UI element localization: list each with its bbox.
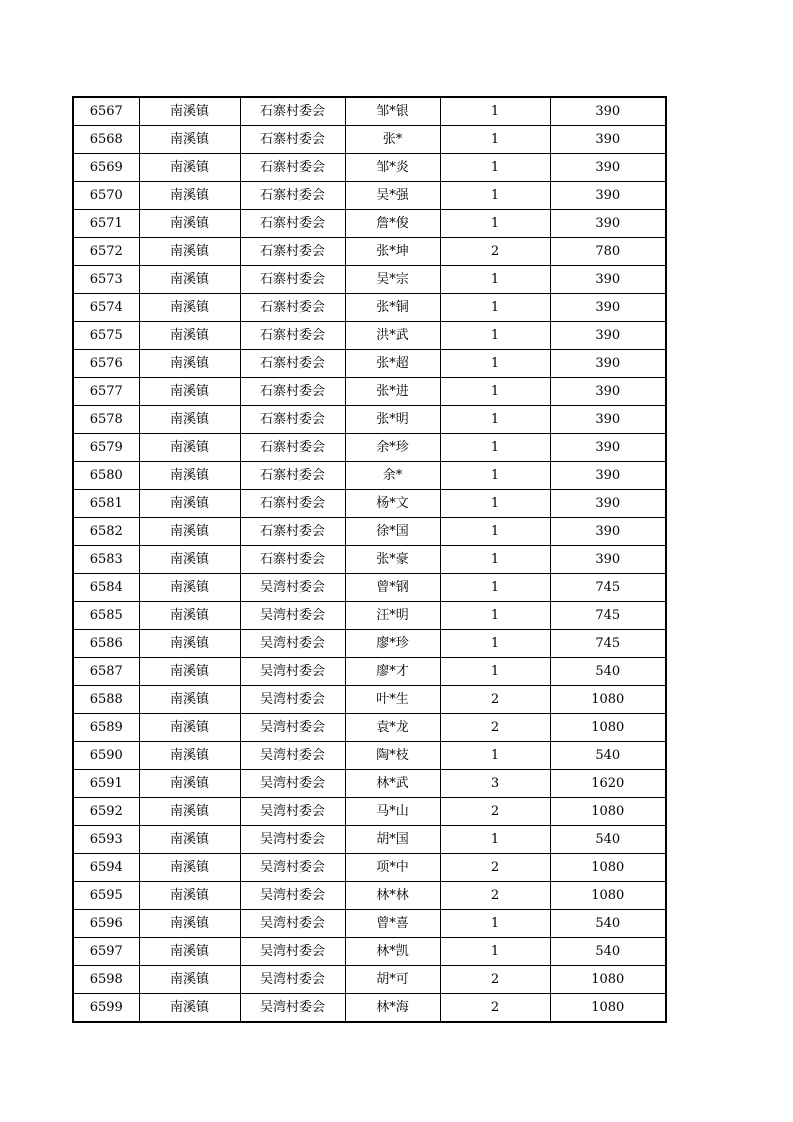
count-cell: 1: [440, 350, 550, 378]
table-row: [73, 434, 666, 462]
person-name-cell: 曾*钢: [345, 574, 440, 602]
table-row: [73, 938, 666, 966]
row-id-cell: 6582: [73, 518, 139, 546]
town-cell: 南溪镇: [139, 518, 240, 546]
amount-cell: 1620: [550, 770, 666, 798]
town-cell: 南溪镇: [139, 350, 240, 378]
amount-cell: 1080: [550, 798, 666, 826]
amount-cell: 1080: [550, 686, 666, 714]
count-cell: 1: [440, 462, 550, 490]
person-name-cell: 吴*强: [345, 182, 440, 210]
person-name-cell: 张*超: [345, 350, 440, 378]
amount-cell: 1080: [550, 994, 666, 1023]
count-cell: 2: [440, 714, 550, 742]
row-id-cell: 6592: [73, 798, 139, 826]
town-cell: 南溪镇: [139, 238, 240, 266]
row-id-cell: 6567: [73, 97, 139, 126]
person-name-cell: 徐*国: [345, 518, 440, 546]
person-name-cell: 廖*珍: [345, 630, 440, 658]
table-row: [73, 154, 666, 182]
count-cell: 1: [440, 630, 550, 658]
count-cell: 1: [440, 266, 550, 294]
amount-cell: 390: [550, 546, 666, 574]
count-cell: 1: [440, 210, 550, 238]
town-cell: 南溪镇: [139, 182, 240, 210]
count-cell: 2: [440, 238, 550, 266]
amount-cell: 1080: [550, 714, 666, 742]
person-name-cell: 林*海: [345, 994, 440, 1023]
row-id-cell: 6571: [73, 210, 139, 238]
village-committee-cell: 石寨村委会: [240, 322, 345, 350]
amount-cell: 390: [550, 378, 666, 406]
table-row: [73, 854, 666, 882]
count-cell: 1: [440, 378, 550, 406]
village-committee-cell: 吴湾村委会: [240, 574, 345, 602]
amount-cell: 390: [550, 126, 666, 154]
row-id-cell: 6568: [73, 126, 139, 154]
row-id-cell: 6590: [73, 742, 139, 770]
row-id-cell: 6587: [73, 658, 139, 686]
table-row: [73, 238, 666, 266]
row-id-cell: 6581: [73, 490, 139, 518]
town-cell: 南溪镇: [139, 630, 240, 658]
table-row: [73, 490, 666, 518]
town-cell: 南溪镇: [139, 854, 240, 882]
person-name-cell: 马*山: [345, 798, 440, 826]
amount-cell: 390: [550, 490, 666, 518]
town-cell: 南溪镇: [139, 658, 240, 686]
person-name-cell: 张*进: [345, 378, 440, 406]
count-cell: 1: [440, 406, 550, 434]
town-cell: 南溪镇: [139, 406, 240, 434]
village-committee-cell: 石寨村委会: [240, 462, 345, 490]
village-committee-cell: 吴湾村委会: [240, 686, 345, 714]
row-id-cell: 6576: [73, 350, 139, 378]
row-id-cell: 6598: [73, 966, 139, 994]
village-committee-cell: 石寨村委会: [240, 126, 345, 154]
row-id-cell: 6584: [73, 574, 139, 602]
town-cell: 南溪镇: [139, 742, 240, 770]
person-name-cell: 胡*可: [345, 966, 440, 994]
village-committee-cell: 吴湾村委会: [240, 938, 345, 966]
town-cell: 南溪镇: [139, 434, 240, 462]
amount-cell: 390: [550, 406, 666, 434]
amount-cell: 390: [550, 266, 666, 294]
village-committee-cell: 石寨村委会: [240, 350, 345, 378]
person-name-cell: 廖*才: [345, 658, 440, 686]
row-id-cell: 6595: [73, 882, 139, 910]
row-id-cell: 6583: [73, 546, 139, 574]
town-cell: 南溪镇: [139, 910, 240, 938]
person-name-cell: 胡*国: [345, 826, 440, 854]
amount-cell: 390: [550, 97, 666, 126]
count-cell: 1: [440, 434, 550, 462]
amount-cell: 745: [550, 574, 666, 602]
amount-cell: 540: [550, 742, 666, 770]
table-row: [73, 182, 666, 210]
town-cell: 南溪镇: [139, 882, 240, 910]
row-id-cell: 6572: [73, 238, 139, 266]
amount-cell: 1080: [550, 966, 666, 994]
amount-cell: 540: [550, 658, 666, 686]
count-cell: 1: [440, 574, 550, 602]
village-committee-cell: 吴湾村委会: [240, 798, 345, 826]
village-committee-cell: 石寨村委会: [240, 154, 345, 182]
count-cell: 3: [440, 770, 550, 798]
table-row: [73, 518, 666, 546]
village-committee-cell: 吴湾村委会: [240, 602, 345, 630]
amount-cell: 390: [550, 210, 666, 238]
table-row: [73, 294, 666, 322]
town-cell: 南溪镇: [139, 462, 240, 490]
table-row: [73, 826, 666, 854]
row-id-cell: 6593: [73, 826, 139, 854]
person-name-cell: 余*珍: [345, 434, 440, 462]
count-cell: 1: [440, 97, 550, 126]
person-name-cell: 张*坤: [345, 238, 440, 266]
row-id-cell: 6574: [73, 294, 139, 322]
table-row: [73, 966, 666, 994]
town-cell: 南溪镇: [139, 322, 240, 350]
town-cell: 南溪镇: [139, 154, 240, 182]
count-cell: 2: [440, 966, 550, 994]
row-id-cell: 6599: [73, 994, 139, 1023]
count-cell: 1: [440, 742, 550, 770]
amount-cell: 390: [550, 350, 666, 378]
count-cell: 1: [440, 826, 550, 854]
village-committee-cell: 石寨村委会: [240, 266, 345, 294]
town-cell: 南溪镇: [139, 210, 240, 238]
table-body: [73, 97, 666, 1022]
subsidy-list-table: [72, 96, 667, 1023]
table-row: [73, 322, 666, 350]
village-committee-cell: 石寨村委会: [240, 97, 345, 126]
person-name-cell: 曾*喜: [345, 910, 440, 938]
table-row: [73, 686, 666, 714]
town-cell: 南溪镇: [139, 546, 240, 574]
person-name-cell: 张*铜: [345, 294, 440, 322]
count-cell: 2: [440, 686, 550, 714]
table-row: [73, 378, 666, 406]
count-cell: 2: [440, 994, 550, 1023]
row-id-cell: 6591: [73, 770, 139, 798]
amount-cell: 540: [550, 826, 666, 854]
village-committee-cell: 石寨村委会: [240, 182, 345, 210]
count-cell: 2: [440, 854, 550, 882]
village-committee-cell: 吴湾村委会: [240, 770, 345, 798]
amount-cell: 390: [550, 462, 666, 490]
table-row: [73, 574, 666, 602]
count-cell: 1: [440, 602, 550, 630]
count-cell: 1: [440, 546, 550, 574]
row-id-cell: 6569: [73, 154, 139, 182]
count-cell: 1: [440, 490, 550, 518]
amount-cell: 390: [550, 434, 666, 462]
row-id-cell: 6577: [73, 378, 139, 406]
table-row: [73, 406, 666, 434]
person-name-cell: 张*: [345, 126, 440, 154]
table-row: [73, 994, 666, 1023]
village-committee-cell: 吴湾村委会: [240, 658, 345, 686]
person-name-cell: 林*凯: [345, 938, 440, 966]
table-row: [73, 97, 666, 126]
row-id-cell: 6589: [73, 714, 139, 742]
town-cell: 南溪镇: [139, 574, 240, 602]
person-name-cell: 余*: [345, 462, 440, 490]
village-committee-cell: 吴湾村委会: [240, 854, 345, 882]
table-row: [73, 882, 666, 910]
town-cell: 南溪镇: [139, 770, 240, 798]
amount-cell: 1080: [550, 854, 666, 882]
amount-cell: 390: [550, 154, 666, 182]
town-cell: 南溪镇: [139, 294, 240, 322]
amount-cell: 390: [550, 322, 666, 350]
amount-cell: 390: [550, 294, 666, 322]
town-cell: 南溪镇: [139, 266, 240, 294]
town-cell: 南溪镇: [139, 490, 240, 518]
town-cell: 南溪镇: [139, 126, 240, 154]
row-id-cell: 6579: [73, 434, 139, 462]
row-id-cell: 6597: [73, 938, 139, 966]
row-id-cell: 6575: [73, 322, 139, 350]
table-row: [73, 798, 666, 826]
row-id-cell: 6586: [73, 630, 139, 658]
person-name-cell: 林*林: [345, 882, 440, 910]
count-cell: 2: [440, 882, 550, 910]
count-cell: 1: [440, 938, 550, 966]
village-committee-cell: 吴湾村委会: [240, 882, 345, 910]
person-name-cell: 项*中: [345, 854, 440, 882]
village-committee-cell: 石寨村委会: [240, 546, 345, 574]
amount-cell: 745: [550, 602, 666, 630]
count-cell: 1: [440, 322, 550, 350]
count-cell: 1: [440, 182, 550, 210]
count-cell: 1: [440, 154, 550, 182]
village-committee-cell: 石寨村委会: [240, 490, 345, 518]
table-row: [73, 350, 666, 378]
row-id-cell: 6570: [73, 182, 139, 210]
village-committee-cell: 石寨村委会: [240, 518, 345, 546]
count-cell: 1: [440, 910, 550, 938]
table-row: [73, 658, 666, 686]
village-committee-cell: 吴湾村委会: [240, 966, 345, 994]
town-cell: 南溪镇: [139, 966, 240, 994]
village-committee-cell: 吴湾村委会: [240, 994, 345, 1023]
row-id-cell: 6594: [73, 854, 139, 882]
person-name-cell: 邹*银: [345, 97, 440, 126]
person-name-cell: 詹*俊: [345, 210, 440, 238]
amount-cell: 1080: [550, 882, 666, 910]
table-row: [73, 462, 666, 490]
person-name-cell: 吴*宗: [345, 266, 440, 294]
table-row: [73, 742, 666, 770]
person-name-cell: 叶*生: [345, 686, 440, 714]
table-row: [73, 266, 666, 294]
person-name-cell: 张*豪: [345, 546, 440, 574]
count-cell: 1: [440, 518, 550, 546]
amount-cell: 390: [550, 518, 666, 546]
town-cell: 南溪镇: [139, 686, 240, 714]
person-name-cell: 林*武: [345, 770, 440, 798]
amount-cell: 745: [550, 630, 666, 658]
person-name-cell: 张*明: [345, 406, 440, 434]
row-id-cell: 6573: [73, 266, 139, 294]
village-committee-cell: 石寨村委会: [240, 434, 345, 462]
count-cell: 1: [440, 658, 550, 686]
amount-cell: 780: [550, 238, 666, 266]
village-committee-cell: 石寨村委会: [240, 238, 345, 266]
table-row: [73, 602, 666, 630]
amount-cell: 390: [550, 182, 666, 210]
town-cell: 南溪镇: [139, 994, 240, 1023]
town-cell: 南溪镇: [139, 97, 240, 126]
village-committee-cell: 石寨村委会: [240, 378, 345, 406]
village-committee-cell: 吴湾村委会: [240, 910, 345, 938]
village-committee-cell: 吴湾村委会: [240, 630, 345, 658]
table-row: [73, 770, 666, 798]
town-cell: 南溪镇: [139, 602, 240, 630]
amount-cell: 540: [550, 910, 666, 938]
village-committee-cell: 石寨村委会: [240, 406, 345, 434]
town-cell: 南溪镇: [139, 714, 240, 742]
person-name-cell: 洪*武: [345, 322, 440, 350]
row-id-cell: 6580: [73, 462, 139, 490]
town-cell: 南溪镇: [139, 378, 240, 406]
village-committee-cell: 石寨村委会: [240, 210, 345, 238]
village-committee-cell: 石寨村委会: [240, 294, 345, 322]
table-row: [73, 714, 666, 742]
row-id-cell: 6596: [73, 910, 139, 938]
person-name-cell: 汪*明: [345, 602, 440, 630]
village-committee-cell: 吴湾村委会: [240, 714, 345, 742]
amount-cell: 540: [550, 938, 666, 966]
table-row: [73, 126, 666, 154]
person-name-cell: 袁*龙: [345, 714, 440, 742]
town-cell: 南溪镇: [139, 826, 240, 854]
town-cell: 南溪镇: [139, 938, 240, 966]
row-id-cell: 6585: [73, 602, 139, 630]
person-name-cell: 邹*炎: [345, 154, 440, 182]
table-row: [73, 210, 666, 238]
town-cell: 南溪镇: [139, 798, 240, 826]
table-row: [73, 546, 666, 574]
village-committee-cell: 吴湾村委会: [240, 742, 345, 770]
row-id-cell: 6578: [73, 406, 139, 434]
village-committee-cell: 吴湾村委会: [240, 826, 345, 854]
count-cell: 1: [440, 294, 550, 322]
table-row: [73, 630, 666, 658]
count-cell: 2: [440, 798, 550, 826]
person-name-cell: 杨*文: [345, 490, 440, 518]
count-cell: 1: [440, 126, 550, 154]
row-id-cell: 6588: [73, 686, 139, 714]
person-name-cell: 陶*枝: [345, 742, 440, 770]
table-row: [73, 910, 666, 938]
